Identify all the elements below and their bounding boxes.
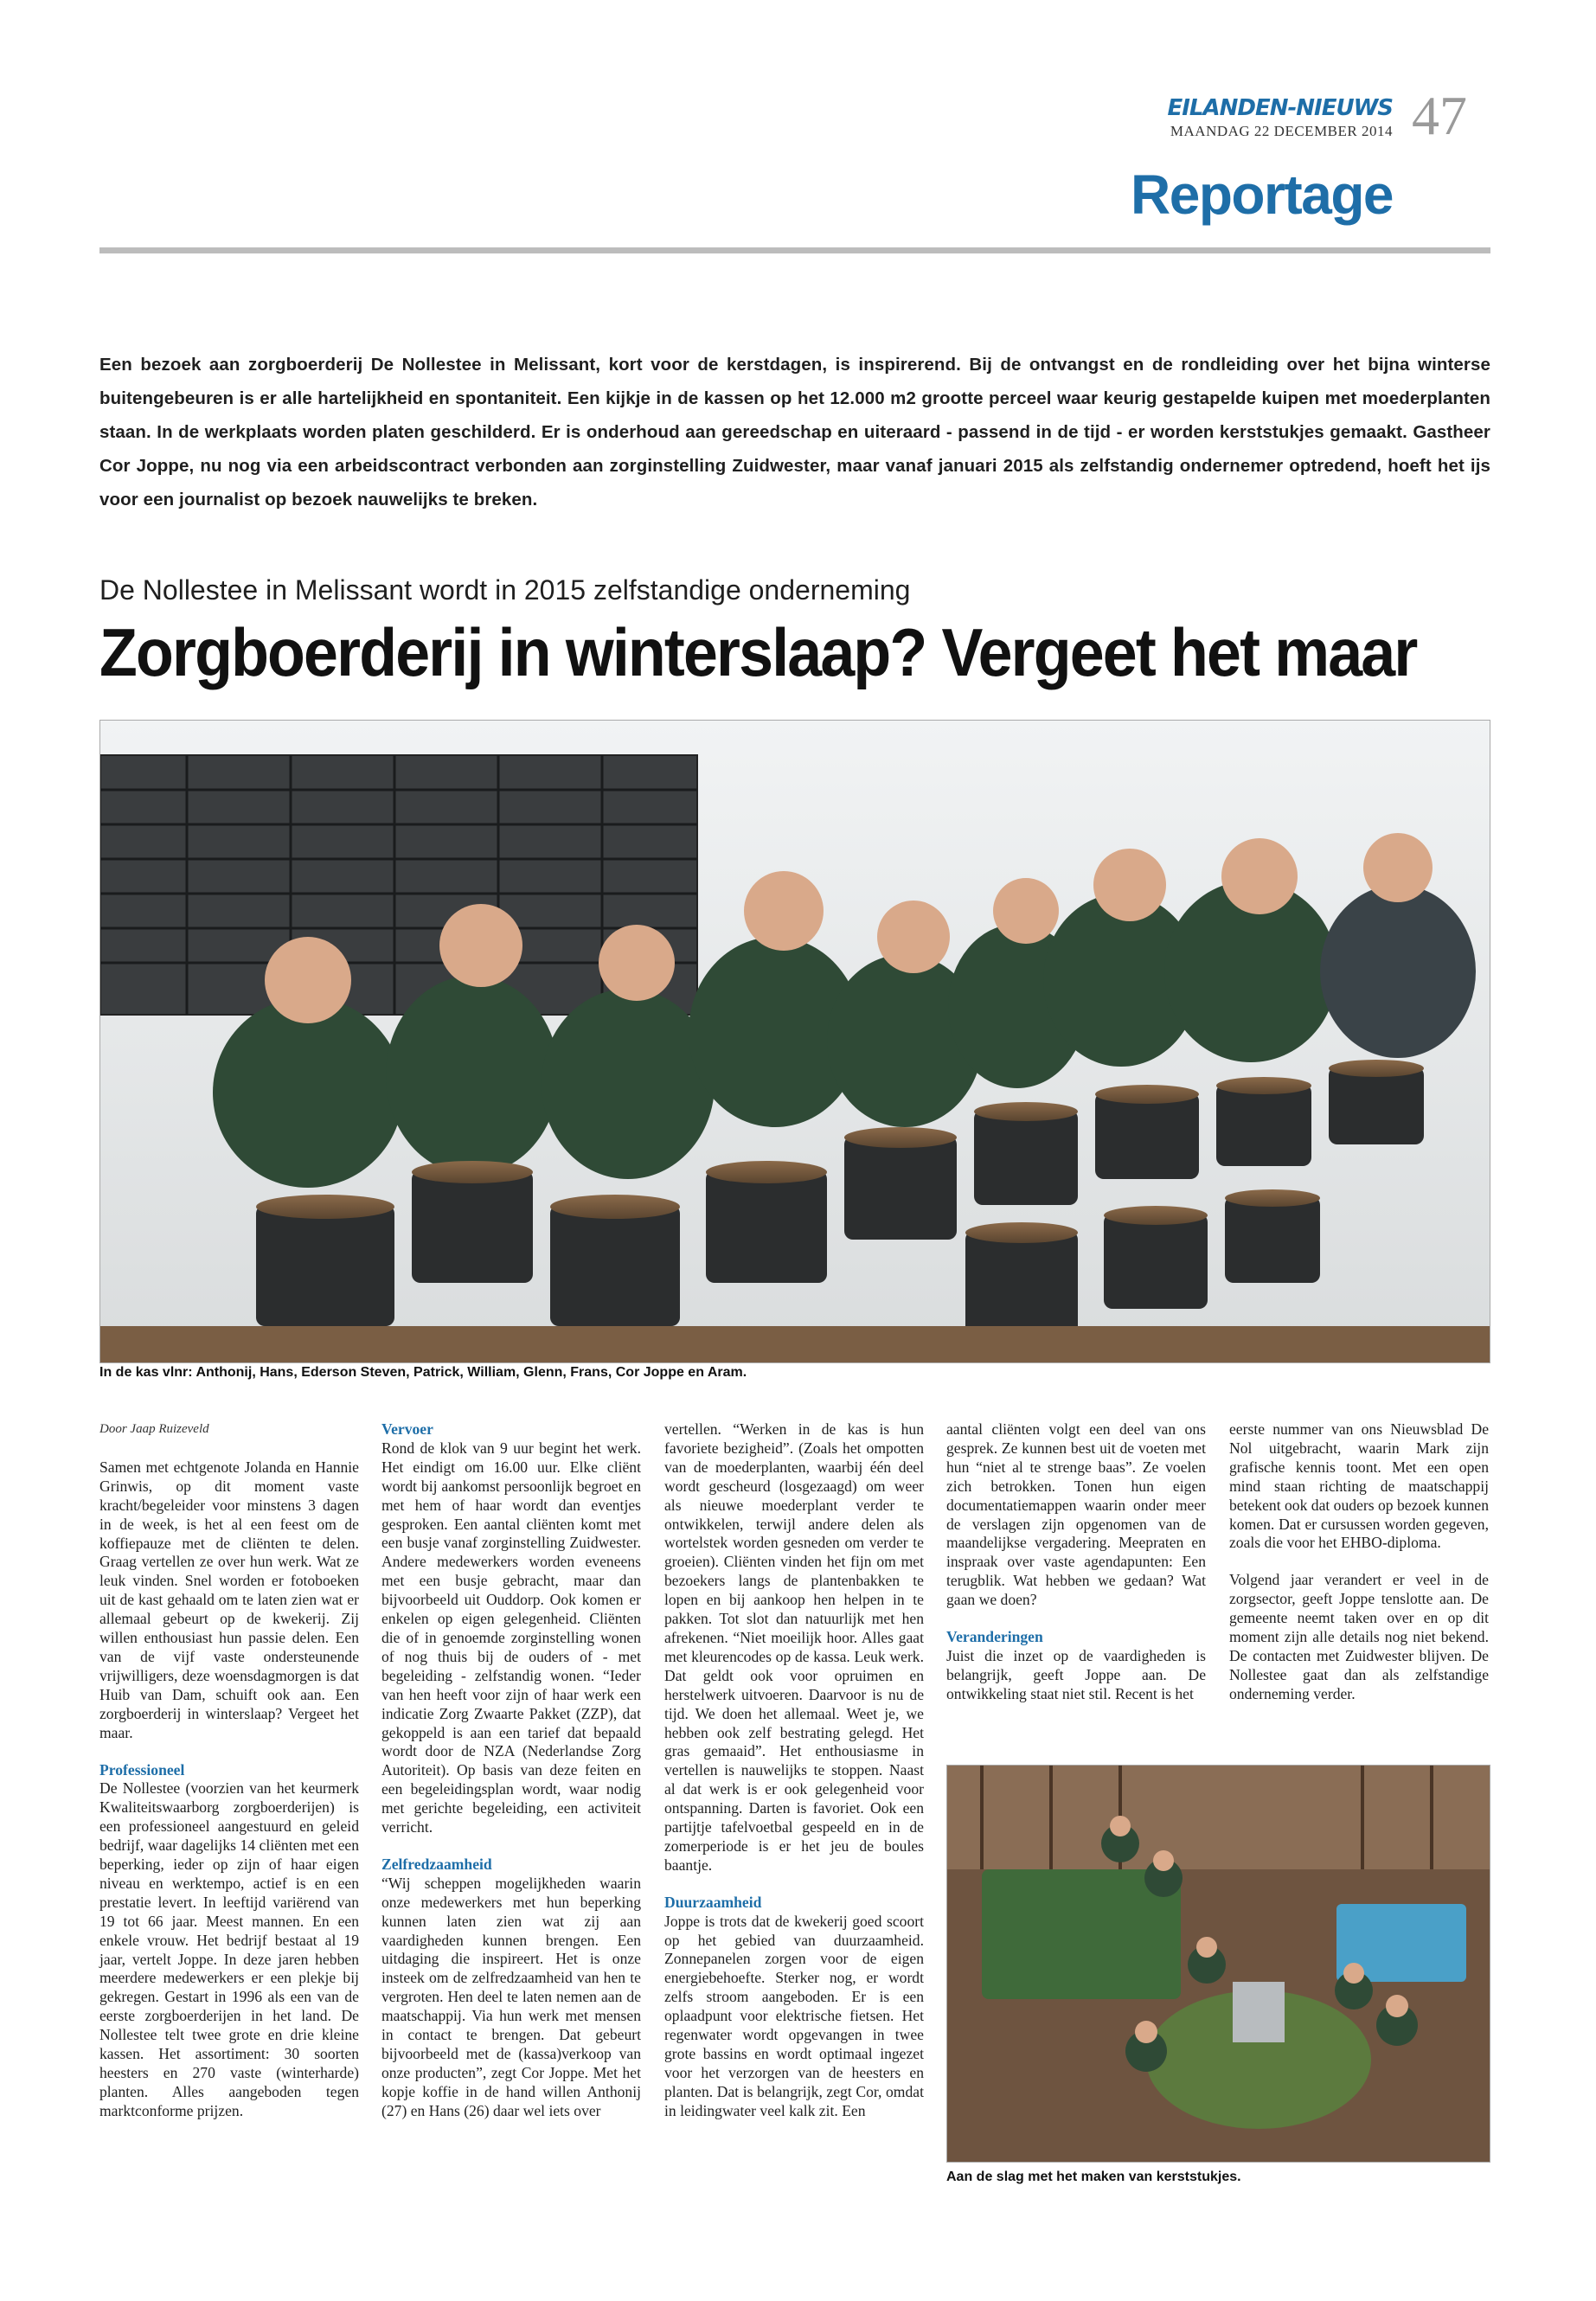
article-paragraph: Juist die inzet op de vaardigheden is belangrijk, geeft Joppe aan. De ontwikkeling staat niet stil. Recent is het xyxy=(946,1646,1206,1702)
article-paragraph: Joppe is trots dat de kwekerij goed scoort op het gebied van duurzaamheid. Zonnepanelen zorgen voor de eigen energiebehoefte. Sterker nog, er wordt zelfs stroom aangeboden. Er is een oplaadpunt voor elektrische fietsen. Het regenwater wordt opgevangen in twee grote bassins en wordt optimaal ingezet voor het verzorgen van de heesters en planten. Dat is belangrijk, zegt Cor, omdat in leidingwater veel kalk zit. Een xyxy=(664,1912,924,2119)
subhead-veranderingen: Veranderingen xyxy=(946,1628,1043,1646)
article-column-1 xyxy=(99,1420,359,2139)
section-title: Reportage xyxy=(1131,163,1393,226)
headline: Zorgboerderij in winterslaap? Vergeet het maar xyxy=(99,614,1417,690)
subhead-vervoer: Vervoer xyxy=(381,1420,433,1438)
article-column-4 xyxy=(946,1420,1206,1722)
article-paragraph: De Nollestee (voorzien van het keurmerk Kwaliteitswaarborg zorgboerderijen) is een professioneel aangestuurd en geleid bedrijf, waar dagelijks 14 cliënten met een beperking, ieder op zijn of haar eigen niveau en werktempo, actief is en een prestatie levert. In leeftijd variërend van 19 tot 66 jaar. Meest mannen. En een enkele vrouw. Het bedrijf bestaat al 19 jaar, vertelt Joppe. In deze jaren hebben meerdere medewerkers er een plekje bij gekregen. Gestart in 1996 als een van de eerste zorgboerderijen in het land. De Nollestee telt twee grote en drie kleine kassen. Het assortiment: 30 soorten heesters en 270 vaste (winterharde) planten. Alles aangeboden tegen marktconforme prijzen. xyxy=(99,1779,359,2119)
article-column-5 xyxy=(1229,1420,1489,1722)
masthead xyxy=(1151,95,1393,140)
main-photo-caption: In de kas vlnr: Anthonij, Hans, Ederson Steven, Patrick, William, Glenn, Frans, Cor Joppe en Aram. xyxy=(99,1365,747,1380)
subhead-zelfredzaamheid: Zelfredzaamheid xyxy=(381,1855,492,1873)
side-photo-caption: Aan de slag met het maken van kerststukjes. xyxy=(946,2170,1241,2184)
workshop-photo-illustration xyxy=(947,1766,1490,2162)
article-paragraph: “Wij scheppen mogelijkheden waarin onze medewerkers met hun beperking kunnen laten zien wat zij aan vaardigheden kunnen brengen. Een uitdaging die inspireert. Het is onze insteek om de zelfredzaamheid van hen te vergroten. Hen deel te laten nemen aan de maatschappij. Via hun werk met mensen in contact te brengen. Dat gebeurt bijvoorbeeld met de (kassa)verkoop van onze producten”, zegt Cor Joppe. Met het kopje koffie in de hand willen Anthonij (27) en Hans (26) daar wel iets over xyxy=(381,1874,641,2119)
header-rule xyxy=(99,247,1490,253)
byline: Door Jaap Ruizeveld xyxy=(99,1422,209,1436)
article-paragraph: vertellen. “Werken in de kas is hun favoriete bezigheid”. (Zoals het ompotten van de moederplanten, waarbij één deel wordt gescheurd (losgezaagd) om weer als nieuwe moederplant verder te ontwikkelen, terwijl andere delen als wortelstek worden gesneden om verder te groeien). Cliënten vinden het fijn om met bezoekers langs de plantenbakken te lopen en bij aankoop hen helpen in te pakken. Tot slot dan natuurlijk met hen afrekenen. “Niet moeilijk hoor. Alles gaat met kleurencodes op de kassa. Leuk werk. Dat geldt ook voor opruimen en herstelwerk uitvoeren. Daarvoor is nu de tijd. We doen het allemaal. Weet je, we hebben ook zelf bestrating gelegd. Het gras gemaaid”. Het enthousiasme in vertellen is nauwelijks te stoppen. Naast al dat werk is er ook gelegenheid voor ontspanning. Darten is favoriet. Ook een partijtje tafelvoetbal gespeeld en in de zomerperiode is er het jeu de boules baantje. xyxy=(664,1420,924,1874)
article-paragraph: Samen met echtgenote Jolanda en Hannie Grinwis, op dit moment vaste kracht/begeleider voor minstens 3 dagen in de week, is het al een feest om de koffiepauze met de cliënten te delen. Graag vertellen ze over hun werk. Wat ze leuk vinden. Snel worden er fotoboeken uit de kast gehaald om te laten zien wat er allemaal gebeurt op de kwekerij. Zij willen enthousiast hun passie delen. Een van de vijf vaste ondersteunende vrijwilligers, deze woensdagmorgen is dat Huib van Dam, schuift ook aan. Een zorgboerderij in winterslaap? Vergeet het maar. xyxy=(99,1458,359,1741)
subhead-professioneel: Professioneel xyxy=(99,1760,185,1779)
side-photo xyxy=(946,1765,1490,2163)
page-number: 47 xyxy=(1412,85,1467,146)
kicker: De Nollestee in Melissant wordt in 2015 zelfstandige onderneming xyxy=(99,574,911,606)
article-column-3 xyxy=(664,1420,924,2139)
article-column-2 xyxy=(381,1420,641,2139)
article-paragraph: eerste nummer van ons Nieuwsblad De Nol uitgebracht, waarin Mark zijn grafische kennis toont. Met een open mind staan richting de maatschappij betekent ook dat ouders op bezoek kunnen komen. Dat er cursussen worden gegeven, zoals die voor het EHBO-diploma. xyxy=(1229,1420,1489,1552)
article-paragraph: aantal cliënten volgt een deel van ons gesprek. Ze kunnen best uit de voeten met hun “niet al te strenge baas”. Ze voelen zich betrokken. Tonen hun eigen documentatiemappen waarin onder meer de verslagen zijn opgenomen van de maandelijkse vergadering. Meepraten en inspraak over vaste agendapunten: Een terugblik. Wat hebben we gedaan? Wat gaan we doen? xyxy=(946,1420,1206,1609)
article-paragraph: Volgend jaar verandert er veel in de zorgsector, geeft Joppe tenslotte aan. De gemeente neemt taken over en op dit moment zijn alle details nog niet bekend. De contacten met Zuidwester blijven. De Nollestee gaat dan als zelfstandige onderneming verder. xyxy=(1229,1571,1489,1702)
article-paragraph: Rond de klok van 9 uur begint het werk. Het eindigt om 16.00 uur. Elke cliënt wordt bij aankomst persoonlijk begroet en met hem of haar wordt dan eventjes gesproken. Een aantal cliënten komt met een busje vanaf zorginstelling Zuidwester. Andere medewerkers worden eveneens met een busje gebracht, maar dan bijvoorbeeld uit Ouddorp. Ook komen er enkelen op eigen gelegenheid. Cliënten die of in genoemde zorginstelling wonen of nog thuis bij de ouders of - met begeleiding - zelfstandig wonen. “Ieder van hen heeft voor zijn of haar werk een indicatie Zorg Zwaarte Pakket (ZZP), dat gekoppeld is aan een tarief dat bepaald wordt door de NZA (Nederlandse Zorg Autoriteit). Op basis van deze feiten en een begeleidingsplan wordt, waar nodig met gerichte begeleiding, een activiteit verricht. xyxy=(381,1439,641,1836)
intro-paragraph: Een bezoek aan zorgboerderij De Nollestee in Melissant, kort voor de kerstdagen, is inspirerend. Bij de ontvangst en de rondleiding over het bijna winterse buitengebeuren is er alle hartelijkheid en spontaniteit. Een kijkje in de kassen op het 12.000 m2 grootte perceel waar keurig gestapelde kuipen met moederplanten staan. In de werkplaats worden platen geschilderd. Er is onderhoud aan gereedschap en uiteraard - passend in de tijd - er worden kerststukjes gemaakt. Gastheer Cor Joppe, nu nog via een arbeidscontract verbonden aan zorginstelling Zuidwester, maar vanaf januari 2015 als zelfstandig ondernemer optredend, hoeft het ijs voor een journalist op bezoek nauwelijks te breken. xyxy=(99,355,1490,510)
paper-name: EILANDEN-NIEUWS xyxy=(1167,95,1393,121)
main-photo xyxy=(99,720,1490,1363)
issue-date: MAANDAG 22 DECEMBER 2014 xyxy=(1170,123,1393,139)
subhead-duurzaamheid: Duurzaamheid xyxy=(664,1893,762,1911)
greenhouse-photo-illustration xyxy=(100,721,1490,1362)
